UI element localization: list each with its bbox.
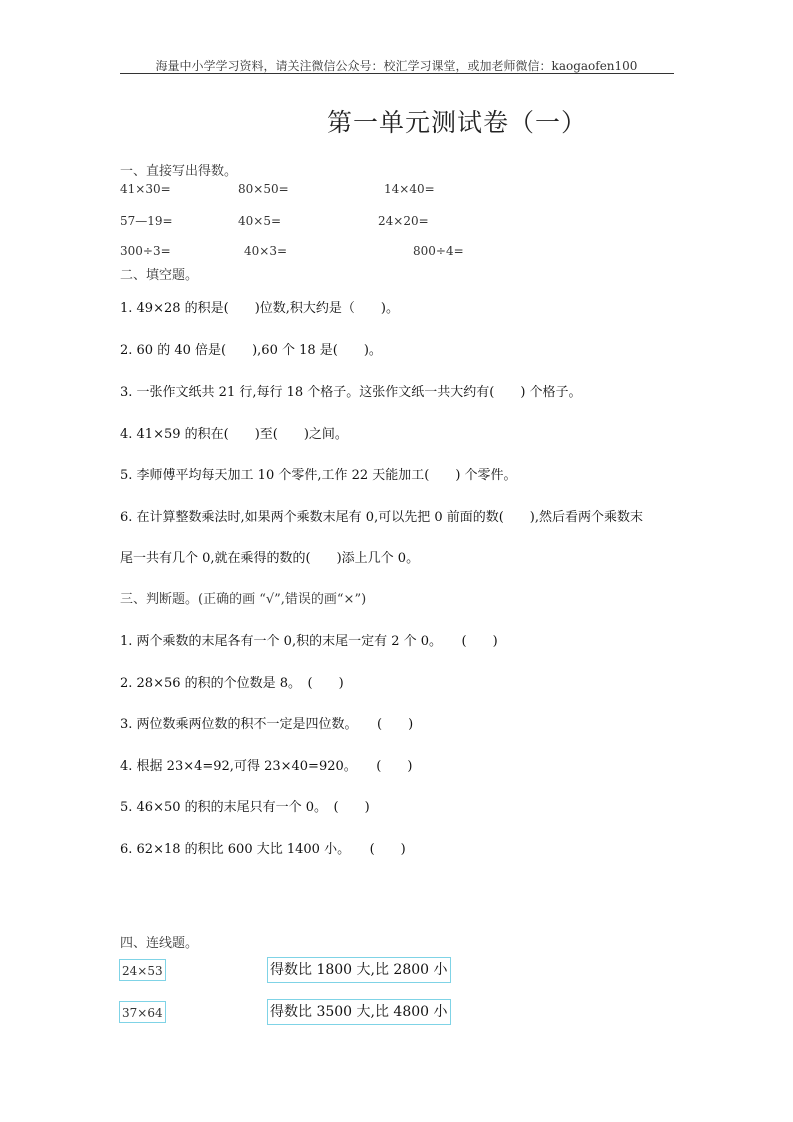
calc-item: 41×30= [120,182,171,196]
fill-question: 6. 在计算整数乘法时,如果两个乘数末尾有 0,可以先把 0 前面的数( ),然后看两个乘数末 [120,510,644,525]
calc-item: 800÷4= [413,244,464,258]
calc-item: 14×40= [384,182,435,196]
fill-question: 5. 李师傅平均每天加工 10 个零件,工作 22 天能加工( ) 个零件。 [120,468,517,483]
match-left-item[interactable]: 37×64 [119,1001,166,1023]
header-divider [120,73,674,74]
judge-question: 2. 28×56 的积的个位数是 8。 ( ) [120,676,344,691]
judge-question: 4. 根据 23×4=92,可得 23×40=920。 ( ) [120,759,413,774]
match-left-item[interactable]: 24×53 [119,959,166,981]
calc-item: 80×50= [238,182,289,196]
judge-question: 3. 两位数乘两位数的积不一定是四位数。 ( ) [120,717,414,732]
match-right-item[interactable]: 得数比 3500 大,比 4800 小 [267,999,451,1025]
section-2-heading: 二、填空题。 [120,268,199,283]
section-4-heading: 四、连线题。 [120,936,199,951]
fill-question: 3. 一张作文纸共 21 行,每行 18 个格子。这张作文纸一共大约有( ) 个格子。 [120,385,582,400]
fill-question: 1. 49×28 的积是( )位数,积大约是（ )。 [120,301,399,316]
section-3-heading: 三、判断题。(正确的画 “√”,错误的画“×”) [120,592,367,607]
judge-question: 5. 46×50 的积的末尾只有一个 0。 ( ) [120,800,370,815]
calc-item: 57—19= [120,214,173,228]
fill-question-continued: 尾一共有几个 0,就在乘得的数的( )添上几个 0。 [120,551,420,566]
header-note: 海量中小学学习资料，请关注微信公众号：校汇学习课堂，或加老师微信：kaogaofen100 [155,59,638,73]
calc-item: 300÷3= [120,244,171,258]
fill-question: 2. 60 的 40 倍是( ),60 个 18 是( )。 [120,343,382,358]
judge-question: 1. 两个乘数的末尾各有一个 0,积的末尾一定有 2 个 0。 ( ) [120,634,498,649]
page-title: 第一单元测试卷（一） [327,108,588,137]
calc-item: 40×3= [244,244,288,258]
match-right-item[interactable]: 得数比 1800 大,比 2800 小 [267,957,451,983]
fill-question: 4. 41×59 的积在( )至( )之间。 [120,427,348,442]
section-1-heading: 一、直接写出得数。 [120,164,238,179]
calc-item: 40×5= [238,214,282,228]
calc-item: 24×20= [378,214,429,228]
judge-question: 6. 62×18 的积比 600 大比 1400 小。 ( ) [120,842,406,857]
